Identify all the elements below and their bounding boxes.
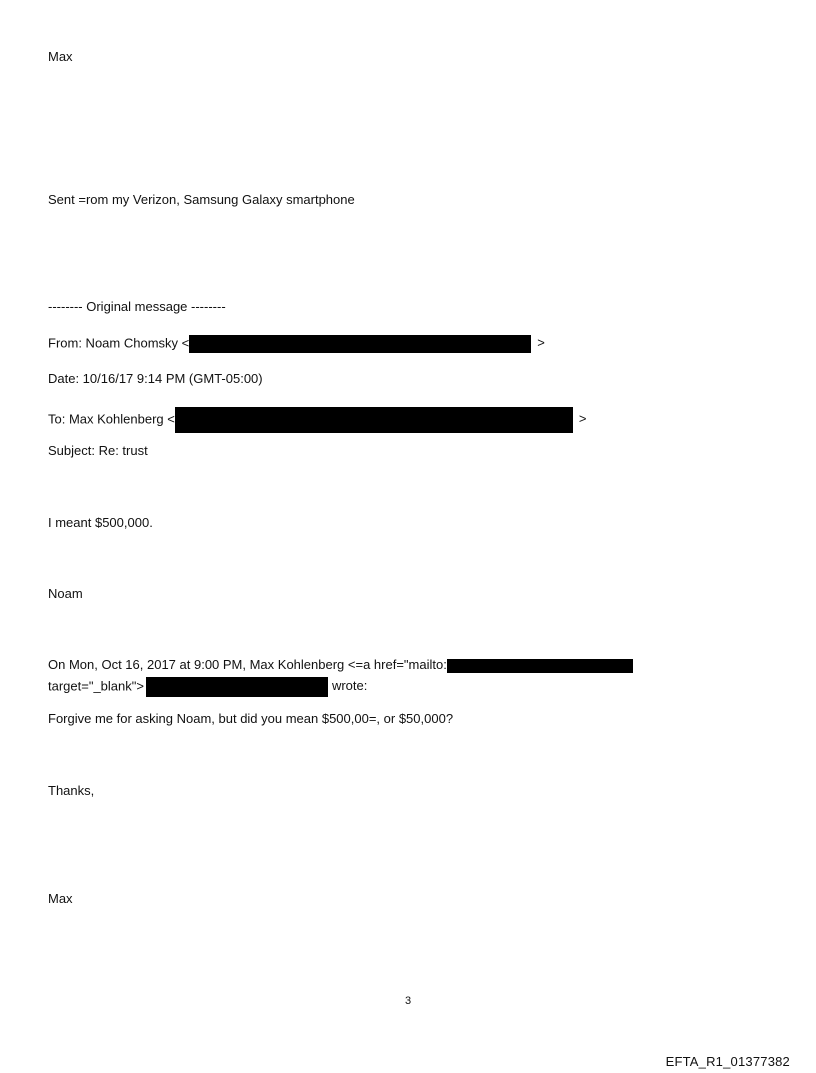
reply-text: I meant $500,000.	[48, 515, 153, 530]
date-line: Date: 10/16/17 9:14 PM (GMT-05:00)	[48, 371, 263, 386]
redaction-bar	[146, 677, 328, 697]
quoted-intro-line-1	[48, 657, 633, 673]
quoted-intro-line-2	[48, 677, 367, 697]
closing-name-top: Max	[48, 49, 73, 64]
quoted-thanks: Thanks,	[48, 783, 95, 798]
quoted-intro-wrote: wrote:	[331, 678, 368, 694]
reply-signature: Noam	[48, 586, 83, 601]
to-label: To: Max Kohlenberg <	[48, 411, 175, 427]
quoted-intro-text: On Mon, Oct 16, 2017 at 9:00 PM, Max Kohlenberg <=a href="mailto:	[48, 657, 447, 672]
original-message-divider: -------- Original message --------	[48, 299, 226, 314]
quoted-intro-target: target="_blank">	[48, 678, 144, 694]
to-tail: >	[578, 411, 587, 427]
from-line	[48, 335, 545, 353]
redaction-bar	[175, 407, 573, 433]
mobile-signature: Sent =rom my Verizon, Samsung Galaxy smartphone	[48, 192, 355, 207]
subject-line: Subject: Re: trust	[48, 443, 148, 458]
to-line	[48, 407, 586, 433]
quoted-body: Forgive me for asking Noam, but did you mean $500,00=, or $50,000?	[48, 711, 454, 726]
page-number: 3	[404, 995, 412, 1007]
from-label: From: Noam Chomsky <	[48, 335, 190, 351]
document-id: EFTA_R1_01377382	[665, 1054, 790, 1069]
from-tail: >	[537, 335, 545, 351]
quoted-signature: Max	[48, 891, 73, 906]
redaction-bar	[447, 659, 633, 673]
redaction-bar	[189, 335, 531, 353]
